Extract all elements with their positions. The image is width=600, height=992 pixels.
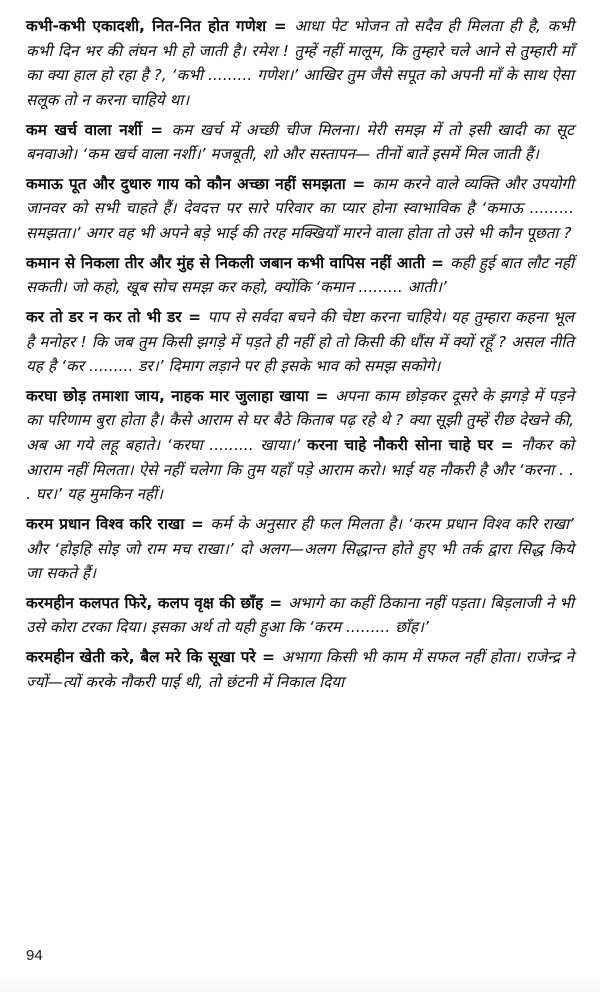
equals-icon: = — [150, 120, 164, 139]
entry-gloss: कही हुई बात लौट नहीं सकती। जो कहो, खूब सोच समझ कर कहो, क्योंकि ‘कमान ......... आती।’ — [26, 253, 574, 297]
entry-headword: कमाऊ पूत और दुधारु गाय को कौन अच्छा नहीं समझता — [26, 174, 346, 193]
entry-headword: कभी-कभी एकादशी, नित-नित होत गणेश — [26, 17, 267, 35]
dictionary-entry — [26, 512, 574, 586]
entry-gloss: अभागा किसी भी काम में सफल नहीं होता। राजेन्द्र ने ज्यों—त्यों करके नौकरी पाई थी, तो छंटनी में निकाल दिया — [26, 648, 575, 691]
entry-headword: करघा छोड़ तमाशा जाय, नाहक मार जुलाहा खाया — [26, 386, 309, 405]
entry-headword: कर तो डर न कर तो भी डर — [26, 307, 182, 326]
entry-list — [26, 14, 574, 694]
entry-headword: कम खर्च वाला नर्शी — [26, 120, 143, 139]
entry-gloss: आधा पेट भोजन तो सदैव ही मिलता ही है, कभी कभी दिन भर की लंघन भी हो जाती है। रमेश ! तुम्हें नहीं मालूम, कि तुम्हारे चले आने से तुम्हारी माँ का क्या हाल हो रहा है ?, ‘कभी ......... गणेश।’ आखिर तुम जैसे सपूत को अपनी माँ के साथ ऐसा सलूक तो न करना चाहिये था। — [26, 17, 575, 109]
equals-icon: = — [500, 436, 514, 454]
entry-headword: करमहीन खेती करे, बैल मरे कि सूखा परे — [26, 648, 256, 666]
entry-headword: करम प्रधान विश्व करि राखा — [26, 514, 185, 533]
equals-icon: = — [262, 648, 275, 666]
dictionary-entry — [26, 591, 574, 640]
page-number: 94 — [26, 947, 43, 964]
dictionary-entry — [26, 305, 574, 379]
equals-icon: = — [190, 514, 204, 533]
entry-headword: करमहीन कलपत फिरे, कलप वृक्ष की छाँह — [26, 593, 264, 612]
dictionary-entry — [26, 118, 574, 167]
entry-gloss: अभागे का कहीं ठिकाना नहीं पड़ता। बिड़लाजी ने भी उसे कोरा टरका दिया। इसका अर्थ तो यही हुआ कि ‘करम ......... छाँह।’ — [26, 593, 574, 637]
entry-headword: कमान से निकला तीर और मुंह से निकली जबान कभी वापिस नहीं आती — [26, 253, 426, 272]
entry-gloss: काम करने वाले व्यक्ति और उपयोगी जानवर को सभी चाहते हैं। देवदत्त पर सारे परिवार का प्यार होना स्वाभाविक है ‘कमाऊ ......... समझता।’ अगर वह भी अपने बड़े भाई की तरह मक्खियाँ मारने वाला होता तो उसे भी कौन पूछता ? — [26, 174, 574, 242]
entry-gloss: पाप से सर्वदा बचने की चेष्टा करना चाहिये। यह तुम्हारा कहना भूल है मनोहर ! कि जब तुम किसी झगड़े में पड़ते ही नहीं हो तो किसी की धौंस में क्यों रहूँ ? असल नीति यह है ‘कर ......... डर।’ दिमाग लड़ाने पर ही इसके भाव को समझ सकोगे। — [26, 307, 574, 376]
dictionary-entry — [26, 14, 574, 113]
equals-icon: = — [273, 17, 287, 35]
dictionary-entry — [26, 251, 574, 300]
equals-icon: = — [315, 386, 329, 405]
entry-gloss: नौकर को आराम नहीं मिलता। ऐसे नहीं चलेगा कि तुम यहाँ पड़े आराम करो। भाई यह नौकरी है और ‘करना . . . घर।’ यह मुमकिन नहीं। — [26, 436, 574, 504]
equals-icon: = — [431, 253, 444, 272]
equals-icon: = — [269, 593, 283, 612]
equals-icon: = — [188, 307, 202, 326]
equals-icon: = — [352, 174, 366, 193]
dictionary-entry — [26, 384, 574, 507]
dictionary-entry — [26, 172, 574, 246]
entry-gloss: कर्म के अनुसार ही फल मिलता है। ‘करम प्रधान विश्व करि राखा’ और ‘होइहि सोइ जो राम मच राखा।’ दो अलग—अलग सिद्धान्त होते हुए भी तर्क द्वारा सिद्ध किये जा सकते हैं। — [26, 514, 574, 583]
dictionary-entry — [26, 645, 574, 694]
entry-gloss: अपना काम छोड़कर दूसरे के झगड़े में पड़ने का परिणाम बुरा होता है। कैसे आराम से घर बैठे किताब पढ़ रहे थे ? क्या सूझी तुम्हें रीछ देखने की, अब आ गये लहू बहाते। ‘करघा ......... खाया।’ — [26, 386, 574, 454]
entry-gloss: कम खर्च में अच्छी चीज मिलना। मेरी समझ में तो इसी खादी का सूट बनवाओ। ‘कम खर्च वाला नर्शी।’ मजबूती, शो और सस्तापन— तीनों बातें इसमें मिल जाती हैं। — [26, 120, 574, 164]
entry-headword: करना चाहे नौकरी सोना चाहे घर — [306, 436, 494, 454]
page-edge-shading — [0, 976, 600, 992]
